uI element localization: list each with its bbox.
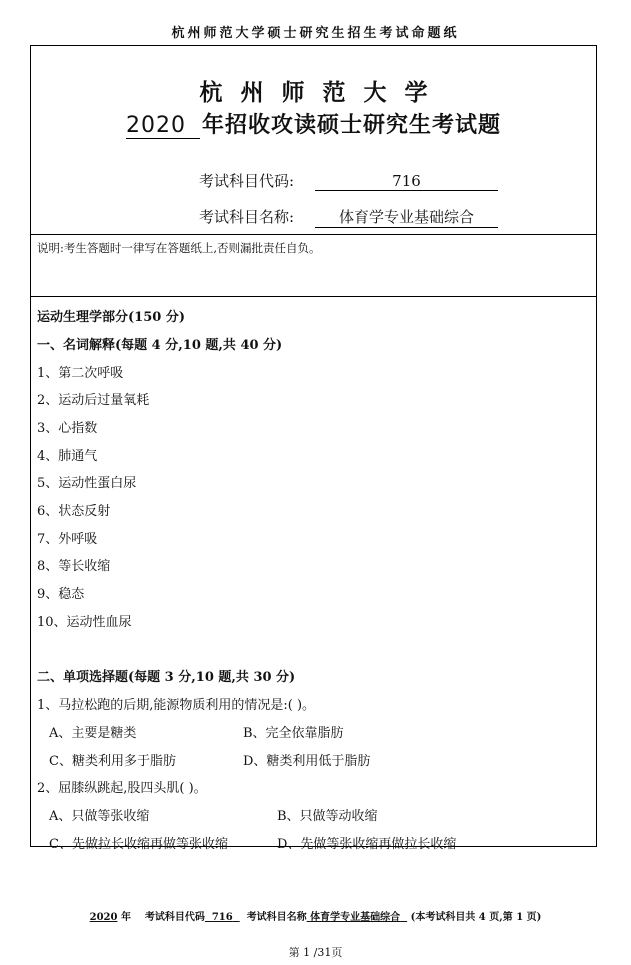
option-a: A、只做等张收缩 <box>49 809 150 824</box>
option-b: B、只做等动收缩 <box>277 809 378 824</box>
term-item: 7、外呼吸 <box>37 532 98 547</box>
subject-code-label: 考试科目代码: <box>199 172 295 190</box>
university-name: 杭州师范大学 <box>199 79 446 106</box>
term-item: 6、状态反射 <box>37 504 111 519</box>
page-footer <box>0 908 631 923</box>
exam-title-text: 年招收攻读硕士研究生考试题 <box>201 112 501 138</box>
option-b: B、完全依靠脂肪 <box>243 726 344 741</box>
part2-title: 二、单项选择题(每题 3 分,10 题,共 30 分) <box>37 670 296 685</box>
option-a: A、主要是糖类 <box>49 726 137 741</box>
term-item: 4、肺通气 <box>37 449 98 464</box>
term-item: 2、运动后过量氧耗 <box>37 393 150 408</box>
exam-title <box>31 108 596 139</box>
term-item: 3、心指数 <box>37 421 98 436</box>
footer-page-info: (本考试科目共 4 页,第 1 页) <box>410 912 542 923</box>
option-c: C、糖类利用多于脂肪 <box>49 754 176 769</box>
exam-year: 2020 <box>126 113 200 139</box>
subject-code-value: 716 <box>315 172 498 191</box>
question-stem: 1、马拉松跑的后期,能源物质利用的情况是:( )。 <box>37 698 316 713</box>
footer-code-label: 考试科目代码 <box>144 912 205 923</box>
subject-name-label: 考试科目名称: <box>199 208 295 226</box>
subject-name-row <box>199 206 498 228</box>
option-d: D、糖类利用低于脂肪 <box>243 754 371 769</box>
option-d: D、先做等张收缩再做拉长收缩 <box>277 837 457 852</box>
footer-year: 2020 <box>89 912 118 923</box>
term-item: 9、稳态 <box>37 587 85 602</box>
footer-name-value: 体育学专业基础综合 <box>310 912 401 923</box>
term-item: 1、第二次呼吸 <box>37 366 124 381</box>
section-title: 运动生理学部分(150 分) <box>37 310 185 325</box>
question-stem: 2、屈膝纵跳起,股四头肌( )。 <box>37 781 207 796</box>
footer-code-value: 716 <box>211 912 233 923</box>
footer-year-suffix: 年 <box>120 912 131 923</box>
subject-name-value: 体育学专业基础综合 <box>315 206 498 228</box>
page-header: 杭州师范大学硕士研究生招生考试命题纸 <box>171 26 460 41</box>
part1-title: 一、名词解释(每题 4 分,10 题,共 40 分) <box>37 338 283 353</box>
footer-name-label: 考试科目名称 <box>246 912 307 923</box>
subject-code-row <box>199 170 498 191</box>
note-block <box>31 234 596 297</box>
exam-frame <box>30 45 597 852</box>
term-item: 8、等长收缩 <box>37 559 111 574</box>
page-number: 第 1 /31页 <box>288 946 343 959</box>
term-item: 10、运动性血尿 <box>37 615 132 630</box>
instructions-note: 说明:考生答题时一律写在答题纸上,否则漏批责任自负。 <box>37 241 321 255</box>
option-c: C、先做拉长收缩再做等张收缩 <box>49 837 228 852</box>
title-block <box>31 46 596 235</box>
term-item: 5、运动性蛋白尿 <box>37 476 137 491</box>
